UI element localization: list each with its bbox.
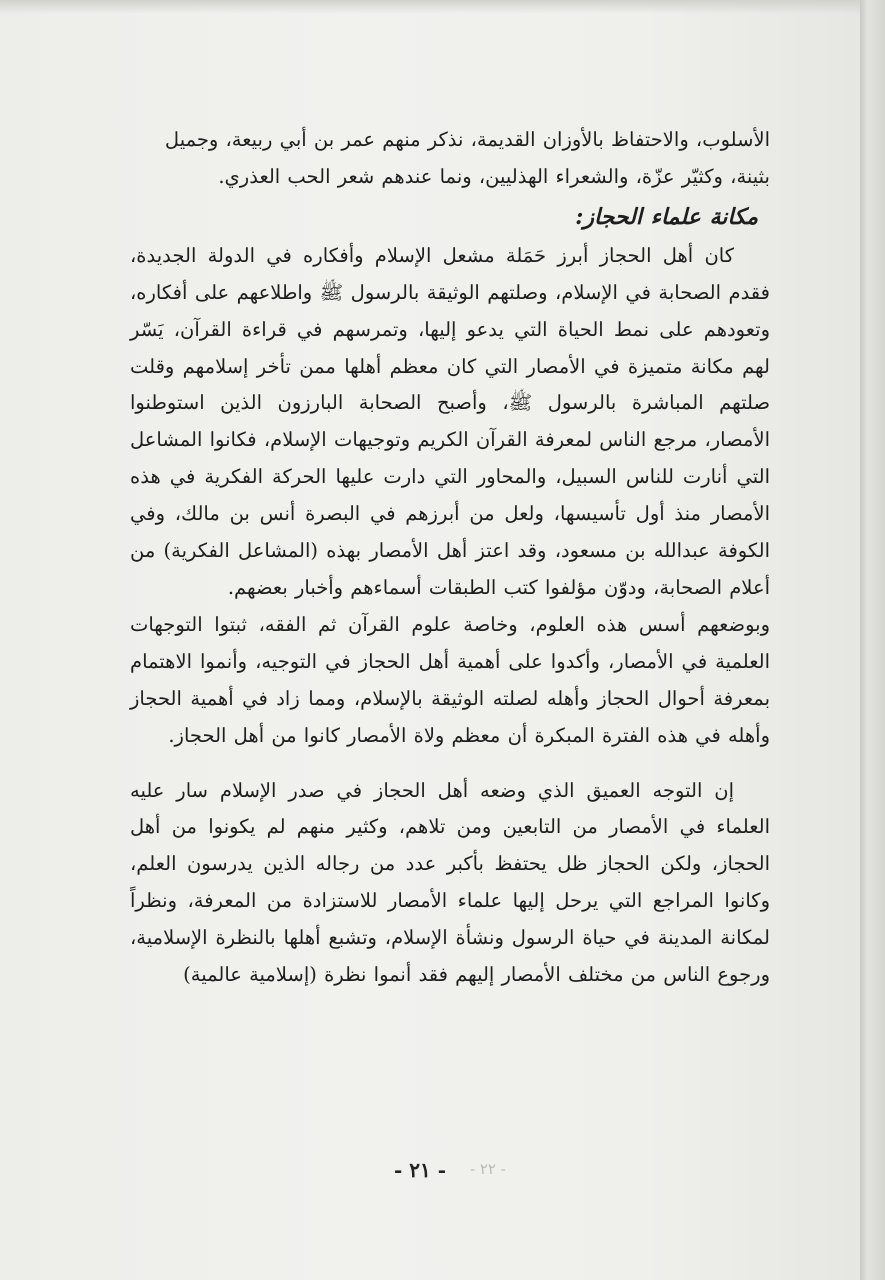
intro-line-2: بثينة، وكثيّر عزّة، والشعراء الهذليين، ونما عندهم شعر الحب العذري. bbox=[218, 164, 770, 188]
paragraph-3: إن التوجه العميق الذي وضعه أهل الحجاز في صدر الإسلام سار عليه العلماء في الأمصار من التابعين ومن تلاهم، وكثير منهم لم يكونوا من أهل الحجاز، ولكن الحجاز ظل يحتفظ بأكبر عدد من رجاله الذين يدرسون العلم، وكانوا المراجع التي يرحل إليها علماء الأمصار للاستزادة من المعرفة، ونظراً لمكانة المدينة في حياة الرسول ونشأة الإسلام، وتشبع أهلها بالنظرة الإسلامية، ورجوع الناس من مختلف الأمصار إليهم فقد أنموا نظرة (إسلامية عالمية) bbox=[130, 778, 770, 987]
page-body bbox=[130, 122, 770, 994]
page-number: - ٢١ - bbox=[393, 1158, 446, 1182]
paragraph-1: كان أهل الحجاز أبرز حَمَلة مشعل الإسلام وأفكاره في الدولة الجديدة، فقدم الصحابة في الإسلام، وصلتهم الوثيقة بالرسول ﷺ واطلاعهم على أفكاره، وتعودهم على نمط الحياة التي يدعو إليها، وتمرسهم في قراءة القرآن، يَسّر لهم مكانة متميزة في الأمصار التي كان معظم أهلها ممن تأخر إسلامهم وقلت صلتهم المباشرة بالرسول ﷺ، وأصبح الصحابة البارزون الذين استوطنوا الأمصار، مرجع الناس لمعرفة القرآن الكريم وتوجيهات الإسلام، فكانوا المشاعل التي أنارت للناس السبيل، والمحاور التي دارت عليها الحركة الفكرية في هذه الأمصار منذ أول تأسيسها، ولعل من أبرزهم في البصرة أنس بن مالك، وفي الكوفة عبدالله بن مسعود، وقد اعتز أهل الأمصار بهذه (المشاعل الفكرية) من أعلام الصحابة، ودوّن مؤلفوا كتب الطبقات أسماءهم وأخبار بعضهم. bbox=[130, 243, 770, 599]
intro-line-1: الأسلوب، والاحتفاظ بالأوزان القديمة، نذكر منهم عمر بن أبي ربيعة، وجميل bbox=[164, 128, 770, 151]
bleed-through-page-number: - ٢٢ - bbox=[470, 1160, 506, 1178]
page-edge bbox=[860, 0, 885, 1280]
section-heading: مكانة علماء الحجاز: bbox=[575, 203, 758, 230]
paragraph-2: وبوضعهم أسس هذه العلوم، وخاصة علوم القرآن ثم الفقه، ثبتوا التوجهات العلمية في الأمصار، وأكدوا على أهمية أهل الحجاز في التوجيه، وأنموا الاهتمام بمعرفة أحوال الحجاز وأهله لصلته الوثيقة بالإسلام، ومما زاد في أهمية الحجاز وأهله في هذه الفترة المبكرة أن معظم ولاة الأمصار كانوا من أهل الحجاز. bbox=[130, 612, 770, 747]
page-top-shadow bbox=[0, 0, 860, 14]
